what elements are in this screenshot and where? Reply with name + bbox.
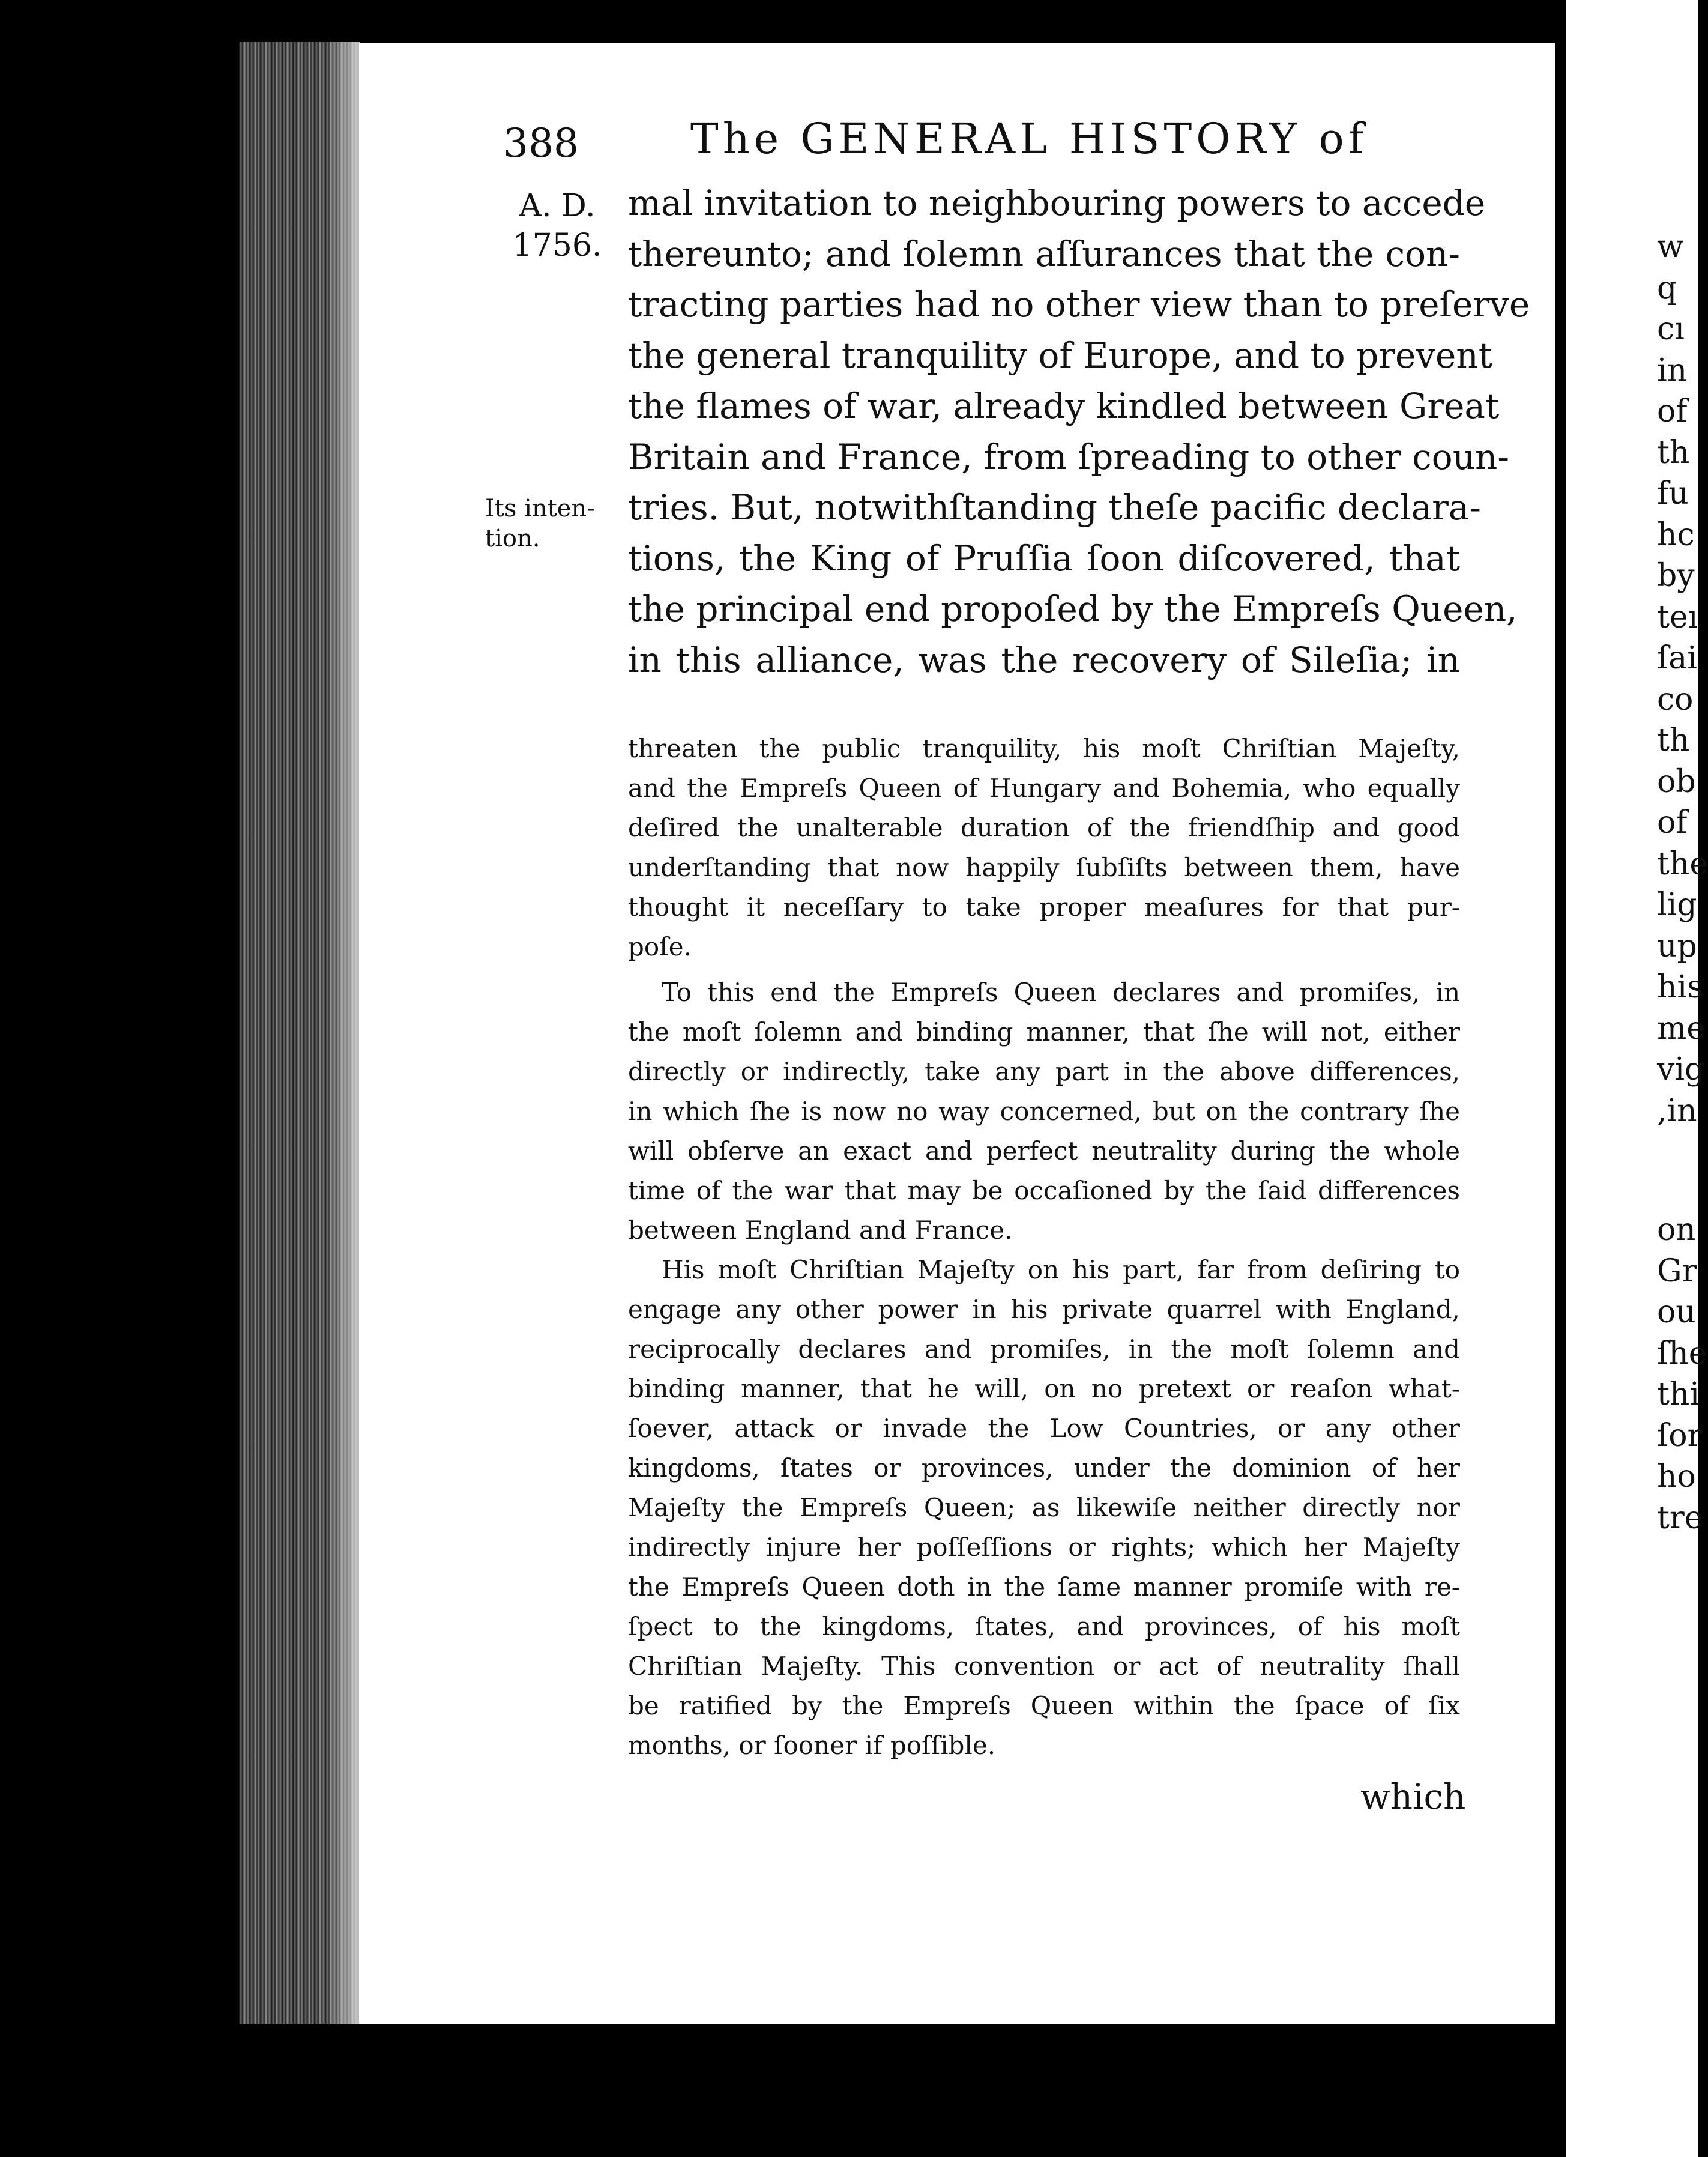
- body-line: the principal end propoſed by the Empreſs Queen,: [628, 588, 1518, 629]
- footnote-line: To this end the Empreſs Queen declares and promiſes, in: [662, 978, 1460, 1007]
- footnote-line: His moſt Chriſtian Majeſty on his part, far from deſiring to: [662, 1255, 1460, 1284]
- margin-date: [509, 186, 605, 265]
- footnote-block: [628, 729, 1460, 1765]
- body-line: tracting parties had no other view than to preſerve: [628, 284, 1530, 325]
- footnote-line: deſired the unalterable duration of the friendſhip and good: [628, 813, 1460, 843]
- facing-page-fragment: th: [1657, 434, 1690, 471]
- main-body-text: [628, 178, 1530, 685]
- body-line: in this alliance, was the recovery of Sileſia; in: [628, 639, 1460, 680]
- facing-page-fragment: on: [1657, 1212, 1696, 1248]
- facing-page-fragment: ſai: [1657, 640, 1697, 676]
- footnote-line: the Empreſs Queen doth in the ſame manner promiſe with re-: [628, 1572, 1460, 1602]
- body-line: Britain and France, from ſpreading to other coun-: [628, 436, 1510, 477]
- facing-page-fragment: q: [1657, 270, 1677, 306]
- catchword: which: [1360, 1776, 1466, 1817]
- footnote-line: kingdoms, ſtates or provinces, under the dominion of her: [628, 1453, 1460, 1483]
- footnote-line: in which ſhe is now no way concerned, but on the contrary ſhe: [628, 1097, 1460, 1126]
- footnote-line: binding manner, that he will, on no pretext or reaſon what-: [628, 1374, 1460, 1403]
- footnote-line: reciprocally declares and promiſes, in the moſt ſolemn and: [628, 1334, 1460, 1364]
- margin-note-line2: tion.: [485, 525, 540, 552]
- facing-page-fragment: ,in: [1657, 1092, 1697, 1129]
- footnote-line: between England and France.: [628, 1215, 1013, 1245]
- facing-page-fragment: of: [1657, 393, 1688, 429]
- facing-page-fragment: ho: [1657, 1459, 1696, 1495]
- facing-page-fragment: in: [1657, 352, 1688, 389]
- facing-page-fragment: Gr: [1657, 1253, 1697, 1289]
- footnote-line: indirectly injure her poſſeſſions or rights; which her Majeſty: [628, 1532, 1460, 1562]
- body-line: tries. But, notwithſtanding theſe pacific declara-: [628, 487, 1481, 528]
- facing-page-fragment: thi: [1657, 1376, 1700, 1412]
- facing-page-fragment: fu: [1657, 476, 1689, 512]
- footnote-line: underſtanding that now happily ſubſiſts between them, have: [628, 853, 1460, 882]
- margin-note: [485, 494, 605, 554]
- paragraph-gap: [628, 967, 1460, 973]
- facing-page-fragment: up: [1657, 928, 1697, 964]
- facing-page-fragment: by: [1657, 558, 1695, 594]
- facing-page-fragment: ſor: [1657, 1417, 1703, 1454]
- body-line: the flames of war, already kindled between Great: [628, 386, 1500, 426]
- facing-page-fragment: w: [1657, 229, 1684, 265]
- footnote-line: months, or ſooner if poſſible.: [628, 1731, 996, 1760]
- footnote-line: ſpect to the kingdoms, ſtates, and provinces, of his moſt: [628, 1612, 1460, 1641]
- facing-page-fragment: his: [1657, 969, 1703, 1005]
- facing-page-fragment: ou: [1657, 1294, 1696, 1330]
- facing-page-fragment: me: [1657, 1010, 1706, 1047]
- footnote-line: will obſerve an exact and perfect neutrality during the whole: [628, 1136, 1460, 1166]
- page-number: 388: [503, 120, 579, 166]
- facing-page-fragment: ob: [1657, 763, 1696, 800]
- facing-page-fragment: cı: [1657, 311, 1685, 347]
- footnote-line: thought it neceſſary to take proper meaſures for that pur-: [628, 892, 1460, 922]
- body-line: mal invitation to neighbouring powers to accede: [628, 183, 1486, 223]
- margin-date-year: 1756.: [512, 228, 602, 264]
- facing-page-fragment: of: [1657, 805, 1688, 841]
- footnote-line: directly or indirectly, take any part in the above differences,: [628, 1057, 1460, 1086]
- margin-note-line1: Its inten-: [485, 495, 595, 522]
- footnote-line: Chriſtian Majeſty. This convention or act of neutrality ſhall: [628, 1651, 1460, 1681]
- running-head-title: The GENERAL HISTORY of: [690, 114, 1368, 163]
- facing-page-fragment: th: [1657, 722, 1690, 758]
- footnote-line: threaten the public tranquility, his moſt Chriſtian Majeſty,: [628, 734, 1460, 763]
- footnote-line: the moſt ſolemn and binding manner, that ſhe will not, either: [628, 1017, 1460, 1047]
- footnote-line: Majeſty the Empreſs Queen; as likewiſe neither directly nor: [628, 1493, 1460, 1522]
- facing-page-fragment: hc: [1657, 516, 1695, 553]
- body-line: thereunto; and ſolemn aſſurances that the con-: [628, 233, 1460, 274]
- facing-page-fragment: tre: [1657, 1499, 1703, 1536]
- footnote-line: time of the war that may be occaſioned by the ſaid differences: [628, 1176, 1460, 1205]
- footnote-line: ſoever, attack or invade the Low Countries, or any other: [628, 1414, 1460, 1443]
- facing-page-fragment: vig: [1657, 1051, 1705, 1088]
- page-divider: [1555, 48, 1566, 2030]
- footnote-line: engage any other power in his private quarrel with England,: [628, 1295, 1460, 1324]
- body-line: tions, the King of Pruſſia ſoon diſcovered, that: [628, 537, 1460, 579]
- footnote-line: poſe.: [628, 932, 692, 961]
- footnote-line: and the Empreſs Queen of Hungary and Bohemia, who equally: [628, 773, 1460, 803]
- body-line: the general tranquility of Europe, and to prevent: [628, 334, 1493, 376]
- margin-date-ad: A. D.: [519, 188, 596, 224]
- facing-page-fragment: co: [1657, 681, 1694, 718]
- gutter-shadow: [324, 42, 360, 2024]
- facing-page-fragment: the: [1657, 846, 1708, 882]
- footnote-line: be ratified by the Empreſs Queen within the ſpace of ſix: [628, 1691, 1460, 1720]
- facing-page-fragment: ſhe: [1657, 1335, 1707, 1372]
- facing-page-fragment: teı: [1657, 599, 1698, 635]
- facing-page-fragment: lig: [1657, 887, 1697, 923]
